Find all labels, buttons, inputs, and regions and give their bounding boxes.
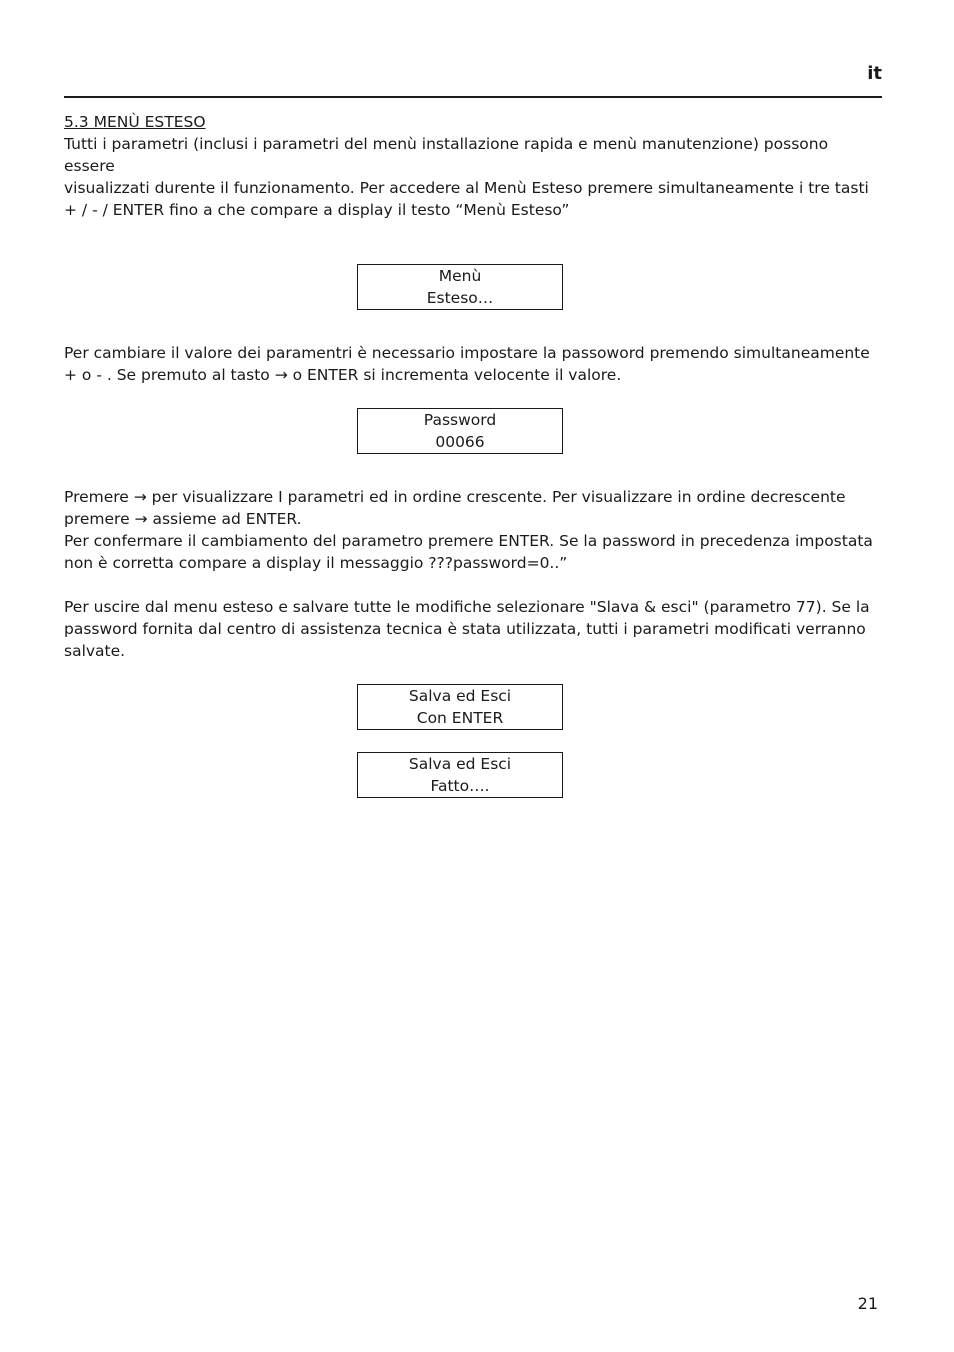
- section-title: 5.3 MENÙ ESTESO: [64, 113, 206, 131]
- display-line-1: Salva ed Esci: [408, 687, 512, 705]
- display-line-2: 00066: [435, 433, 485, 451]
- display-password: [357, 408, 563, 454]
- header-rule: [64, 96, 882, 98]
- language-marker: it: [867, 63, 882, 84]
- display-line-2: Fatto….: [430, 777, 490, 795]
- display-line-1: Password: [423, 411, 497, 429]
- password-paragraph: Per cambiare il valore dei paramentri è necessario impostare la passoword premendo simultaneamente + o - . Se premuto al tasto → o ENTER si incrementa velocente il valore.: [64, 344, 870, 384]
- display-line-1: Menù: [438, 267, 482, 285]
- navigation-paragraph: Premere → per visualizzare I parametri ed in ordine crescente. Per visualizzare in ordine decrescente premere → assieme ad ENTER. Per confermare il cambiamento del parametro premere ENTER. Se la password in precedenza impostata non è corretta compare a display il messaggio ???password=0..”: [64, 488, 873, 572]
- display-save-exit: [357, 684, 563, 730]
- intro-paragraph: Tutti i parametri (inclusi i parametri del menù installazione rapida e menù manutenzione) possono essere visualizzati durente il funzionamento. Per accedere al Menù Esteso premere simultaneamente i tre tasti + / - / ENTER fino a che compare a display il testo “Menù Esteso”: [64, 135, 869, 219]
- page-number: 21: [857, 1294, 878, 1313]
- exit-paragraph: Per uscire dal menu esteso e salvare tutte le modifiche selezionare "Slava & esci" (parametro 77). Se la password fornita dal centro di assistenza tecnica è stata utilizzata, tutti i parametri modificati verranno salvate.: [64, 598, 870, 660]
- display-line-1: Salva ed Esci: [408, 755, 512, 773]
- display-line-2: Con ENTER: [416, 709, 504, 727]
- page-content: [64, 111, 882, 798]
- display-save-done: [357, 752, 563, 798]
- display-line-2: Esteso…: [426, 289, 494, 307]
- display-menu-esteso: [357, 264, 563, 310]
